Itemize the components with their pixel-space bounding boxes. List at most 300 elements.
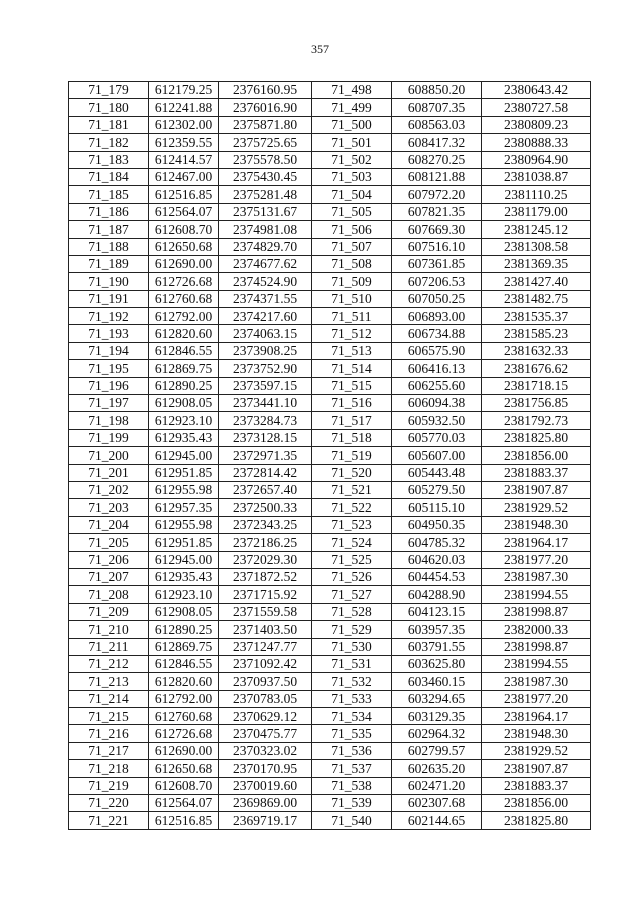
y-coordinate-left: 2374524.90 [219,273,312,290]
point-id-right: 71_503 [312,168,392,185]
point-id-left: 71_206 [69,551,149,568]
y-coordinate-right: 2381676.62 [482,360,591,377]
point-id-left: 71_195 [69,360,149,377]
y-coordinate-left: 2373752.90 [219,360,312,377]
x-coordinate-left: 612792.00 [149,690,219,707]
table-row [69,255,591,272]
x-coordinate-right: 603625.80 [392,655,482,672]
point-id-right: 71_500 [312,116,392,133]
y-coordinate-left: 2373284.73 [219,412,312,429]
y-coordinate-right: 2381987.30 [482,568,591,585]
y-coordinate-left: 2373441.10 [219,395,312,412]
y-coordinate-right: 2381308.58 [482,238,591,255]
x-coordinate-right: 605932.50 [392,412,482,429]
x-coordinate-right: 602799.57 [392,742,482,759]
table-row [69,603,591,620]
point-id-left: 71_218 [69,760,149,777]
x-coordinate-right: 603957.35 [392,621,482,638]
point-id-left: 71_219 [69,777,149,794]
table-row [69,412,591,429]
y-coordinate-right: 2381948.30 [482,725,591,742]
table-row [69,551,591,568]
x-coordinate-left: 612359.55 [149,134,219,151]
table-row [69,586,591,603]
y-coordinate-left: 2370323.02 [219,742,312,759]
x-coordinate-right: 603129.35 [392,708,482,725]
y-coordinate-right: 2381792.73 [482,412,591,429]
y-coordinate-left: 2370475.77 [219,725,312,742]
x-coordinate-left: 612957.35 [149,499,219,516]
y-coordinate-left: 2371872.52 [219,568,312,585]
y-coordinate-left: 2375578.50 [219,151,312,168]
point-id-right: 71_535 [312,725,392,742]
y-coordinate-left: 2370019.60 [219,777,312,794]
y-coordinate-left: 2375725.65 [219,134,312,151]
x-coordinate-left: 612564.07 [149,203,219,220]
table-row [69,464,591,481]
x-coordinate-right: 607361.85 [392,255,482,272]
x-coordinate-left: 612820.60 [149,673,219,690]
point-id-right: 71_510 [312,290,392,307]
table-row [69,134,591,151]
point-id-left: 71_189 [69,255,149,272]
table-row [69,690,591,707]
x-coordinate-left: 612846.55 [149,342,219,359]
table-row [69,221,591,238]
x-coordinate-left: 612760.68 [149,708,219,725]
x-coordinate-right: 605443.48 [392,464,482,481]
y-coordinate-left: 2375281.48 [219,186,312,203]
y-coordinate-right: 2381929.52 [482,742,591,759]
x-coordinate-right: 604785.32 [392,534,482,551]
point-id-right: 71_520 [312,464,392,481]
y-coordinate-right: 2381987.30 [482,673,591,690]
x-coordinate-right: 608270.25 [392,151,482,168]
point-id-left: 71_215 [69,708,149,725]
table-row [69,429,591,446]
x-coordinate-right: 607669.30 [392,221,482,238]
x-coordinate-right: 605279.50 [392,481,482,498]
point-id-right: 71_498 [312,82,392,99]
x-coordinate-left: 612935.43 [149,429,219,446]
x-coordinate-left: 612302.00 [149,116,219,133]
y-coordinate-left: 2375131.67 [219,203,312,220]
x-coordinate-right: 608707.35 [392,99,482,116]
y-coordinate-right: 2381964.17 [482,534,591,551]
y-coordinate-left: 2370937.50 [219,673,312,690]
x-coordinate-left: 612690.00 [149,742,219,759]
x-coordinate-right: 607050.25 [392,290,482,307]
point-id-right: 71_515 [312,377,392,394]
table-row [69,655,591,672]
x-coordinate-left: 612908.05 [149,603,219,620]
x-coordinate-right: 608850.20 [392,82,482,99]
x-coordinate-left: 612890.25 [149,377,219,394]
point-id-right: 71_509 [312,273,392,290]
y-coordinate-left: 2372029.30 [219,551,312,568]
table-row [69,760,591,777]
y-coordinate-right: 2381948.30 [482,516,591,533]
page-number: 357 [311,42,329,56]
y-coordinate-right: 2381883.37 [482,777,591,794]
x-coordinate-right: 607516.10 [392,238,482,255]
y-coordinate-right: 2381535.37 [482,308,591,325]
y-coordinate-left: 2371559.58 [219,603,312,620]
x-coordinate-right: 606416.13 [392,360,482,377]
point-id-right: 71_517 [312,412,392,429]
point-id-left: 71_184 [69,168,149,185]
table-row [69,116,591,133]
y-coordinate-right: 2381632.33 [482,342,591,359]
y-coordinate-left: 2372500.33 [219,499,312,516]
x-coordinate-left: 612908.05 [149,395,219,412]
point-id-right: 71_524 [312,534,392,551]
y-coordinate-left: 2372814.42 [219,464,312,481]
y-coordinate-left: 2373128.15 [219,429,312,446]
x-coordinate-left: 612890.25 [149,621,219,638]
table-row [69,395,591,412]
x-coordinate-right: 606575.90 [392,342,482,359]
point-id-right: 71_538 [312,777,392,794]
point-id-left: 71_200 [69,447,149,464]
point-id-left: 71_179 [69,82,149,99]
table-row [69,308,591,325]
y-coordinate-left: 2370170.95 [219,760,312,777]
x-coordinate-right: 607821.35 [392,203,482,220]
x-coordinate-right: 604620.03 [392,551,482,568]
y-coordinate-right: 2381977.20 [482,551,591,568]
y-coordinate-right: 2381977.20 [482,690,591,707]
x-coordinate-left: 612650.68 [149,238,219,255]
y-coordinate-right: 2381883.37 [482,464,591,481]
x-coordinate-right: 606094.38 [392,395,482,412]
y-coordinate-right: 2381964.17 [482,708,591,725]
y-coordinate-right: 2380809.23 [482,116,591,133]
table-row [69,481,591,498]
point-id-right: 71_534 [312,708,392,725]
x-coordinate-left: 612179.25 [149,82,219,99]
y-coordinate-right: 2381482.75 [482,290,591,307]
y-coordinate-right: 2381856.00 [482,795,591,812]
y-coordinate-left: 2375430.45 [219,168,312,185]
y-coordinate-left: 2376160.95 [219,82,312,99]
y-coordinate-right: 2381994.55 [482,586,591,603]
y-coordinate-left: 2370629.12 [219,708,312,725]
x-coordinate-right: 608563.03 [392,116,482,133]
point-id-right: 71_537 [312,760,392,777]
table-row [69,673,591,690]
x-coordinate-left: 612846.55 [149,655,219,672]
point-id-right: 71_539 [312,795,392,812]
point-id-left: 71_212 [69,655,149,672]
y-coordinate-right: 2381756.85 [482,395,591,412]
table-row [69,777,591,794]
table-row [69,447,591,464]
point-id-right: 71_522 [312,499,392,516]
x-coordinate-left: 612608.70 [149,221,219,238]
y-coordinate-left: 2369869.00 [219,795,312,812]
y-coordinate-right: 2381825.80 [482,812,591,829]
point-id-left: 71_188 [69,238,149,255]
point-id-right: 71_536 [312,742,392,759]
point-id-left: 71_211 [69,638,149,655]
x-coordinate-right: 604123.15 [392,603,482,620]
x-coordinate-right: 602307.68 [392,795,482,812]
x-coordinate-left: 612945.00 [149,551,219,568]
x-coordinate-left: 612241.88 [149,99,219,116]
point-id-right: 71_513 [312,342,392,359]
y-coordinate-right: 2381998.87 [482,638,591,655]
y-coordinate-right: 2381427.40 [482,273,591,290]
table-row [69,516,591,533]
point-id-right: 71_525 [312,551,392,568]
point-id-left: 71_216 [69,725,149,742]
point-id-right: 71_506 [312,221,392,238]
y-coordinate-left: 2371247.77 [219,638,312,655]
x-coordinate-left: 612726.68 [149,273,219,290]
x-coordinate-right: 602471.20 [392,777,482,794]
point-id-right: 71_507 [312,238,392,255]
x-coordinate-right: 604950.35 [392,516,482,533]
x-coordinate-left: 612650.68 [149,760,219,777]
point-id-left: 71_202 [69,481,149,498]
table-row [69,499,591,516]
point-id-left: 71_209 [69,603,149,620]
x-coordinate-left: 612690.00 [149,255,219,272]
table-row [69,795,591,812]
point-id-left: 71_204 [69,516,149,533]
y-coordinate-left: 2371092.42 [219,655,312,672]
point-id-left: 71_210 [69,621,149,638]
x-coordinate-right: 605770.03 [392,429,482,446]
x-coordinate-right: 605607.00 [392,447,482,464]
y-coordinate-left: 2370783.05 [219,690,312,707]
point-id-left: 71_201 [69,464,149,481]
y-coordinate-right: 2381110.25 [482,186,591,203]
point-id-left: 71_205 [69,534,149,551]
point-id-left: 71_193 [69,325,149,342]
point-id-left: 71_180 [69,99,149,116]
table-row [69,568,591,585]
point-id-right: 71_514 [312,360,392,377]
x-coordinate-left: 612726.68 [149,725,219,742]
point-id-right: 71_499 [312,99,392,116]
coordinate-table-body [69,82,591,830]
x-coordinate-left: 612414.57 [149,151,219,168]
point-id-right: 71_518 [312,429,392,446]
y-coordinate-right: 2381038.87 [482,168,591,185]
x-coordinate-left: 612935.43 [149,568,219,585]
table-row [69,82,591,99]
y-coordinate-right: 2381907.87 [482,760,591,777]
x-coordinate-right: 608417.32 [392,134,482,151]
point-id-right: 71_526 [312,568,392,585]
x-coordinate-left: 612951.85 [149,534,219,551]
x-coordinate-left: 612955.98 [149,481,219,498]
point-id-left: 71_203 [69,499,149,516]
point-id-left: 71_181 [69,116,149,133]
x-coordinate-right: 604288.90 [392,586,482,603]
x-coordinate-right: 602144.65 [392,812,482,829]
table-row [69,238,591,255]
table-row [69,638,591,655]
x-coordinate-left: 612869.75 [149,360,219,377]
point-id-right: 71_531 [312,655,392,672]
y-coordinate-left: 2371403.50 [219,621,312,638]
point-id-left: 71_196 [69,377,149,394]
point-id-right: 71_502 [312,151,392,168]
y-coordinate-left: 2376016.90 [219,99,312,116]
y-coordinate-right: 2380964.90 [482,151,591,168]
y-coordinate-left: 2372971.35 [219,447,312,464]
table-row [69,708,591,725]
point-id-right: 71_501 [312,134,392,151]
x-coordinate-left: 612564.07 [149,795,219,812]
point-id-right: 71_533 [312,690,392,707]
table-row [69,99,591,116]
y-coordinate-right: 2380643.42 [482,82,591,99]
x-coordinate-right: 607206.53 [392,273,482,290]
point-id-right: 71_511 [312,308,392,325]
point-id-left: 71_197 [69,395,149,412]
point-id-right: 71_508 [312,255,392,272]
table-row [69,186,591,203]
point-id-right: 71_512 [312,325,392,342]
point-id-right: 71_530 [312,638,392,655]
y-coordinate-right: 2381179.00 [482,203,591,220]
table-row [69,290,591,307]
table-row [69,725,591,742]
table-row [69,151,591,168]
point-id-left: 71_190 [69,273,149,290]
point-id-right: 71_523 [312,516,392,533]
x-coordinate-right: 602635.20 [392,760,482,777]
point-id-left: 71_220 [69,795,149,812]
x-coordinate-right: 603460.15 [392,673,482,690]
point-id-left: 71_207 [69,568,149,585]
point-id-right: 71_527 [312,586,392,603]
x-coordinate-left: 612951.85 [149,464,219,481]
y-coordinate-right: 2381998.87 [482,603,591,620]
x-coordinate-left: 612955.98 [149,516,219,533]
point-id-right: 71_504 [312,186,392,203]
y-coordinate-right: 2381994.55 [482,655,591,672]
y-coordinate-left: 2372186.25 [219,534,312,551]
y-coordinate-right: 2381856.00 [482,447,591,464]
x-coordinate-right: 606734.88 [392,325,482,342]
y-coordinate-left: 2374371.55 [219,290,312,307]
point-id-left: 71_187 [69,221,149,238]
x-coordinate-right: 606255.60 [392,377,482,394]
point-id-left: 71_194 [69,342,149,359]
point-id-right: 71_505 [312,203,392,220]
point-id-left: 71_182 [69,134,149,151]
x-coordinate-left: 612945.00 [149,447,219,464]
x-coordinate-right: 607972.20 [392,186,482,203]
point-id-left: 71_191 [69,290,149,307]
y-coordinate-right: 2381907.87 [482,481,591,498]
y-coordinate-right: 2380727.58 [482,99,591,116]
x-coordinate-left: 612467.00 [149,168,219,185]
table-row [69,168,591,185]
y-coordinate-left: 2374981.08 [219,221,312,238]
x-coordinate-left: 612760.68 [149,290,219,307]
point-id-right: 71_521 [312,481,392,498]
table-row [69,812,591,829]
coordinate-table [68,81,591,830]
y-coordinate-left: 2374217.60 [219,308,312,325]
x-coordinate-left: 612923.10 [149,412,219,429]
y-coordinate-left: 2374063.15 [219,325,312,342]
point-id-left: 71_221 [69,812,149,829]
y-coordinate-left: 2373908.25 [219,342,312,359]
point-id-left: 71_214 [69,690,149,707]
table-row [69,360,591,377]
x-coordinate-right: 602964.32 [392,725,482,742]
table-row [69,742,591,759]
y-coordinate-right: 2382000.33 [482,621,591,638]
x-coordinate-left: 612516.85 [149,812,219,829]
table-row [69,325,591,342]
x-coordinate-left: 612608.70 [149,777,219,794]
point-id-right: 71_528 [312,603,392,620]
point-id-left: 71_183 [69,151,149,168]
x-coordinate-left: 612923.10 [149,586,219,603]
x-coordinate-right: 608121.88 [392,168,482,185]
point-id-right: 71_540 [312,812,392,829]
x-coordinate-right: 603294.65 [392,690,482,707]
y-coordinate-left: 2372343.25 [219,516,312,533]
y-coordinate-right: 2381369.35 [482,255,591,272]
point-id-left: 71_208 [69,586,149,603]
y-coordinate-right: 2381929.52 [482,499,591,516]
point-id-right: 71_529 [312,621,392,638]
table-row [69,377,591,394]
table-row [69,273,591,290]
y-coordinate-left: 2369719.17 [219,812,312,829]
point-id-right: 71_519 [312,447,392,464]
x-coordinate-left: 612820.60 [149,325,219,342]
y-coordinate-left: 2373597.15 [219,377,312,394]
point-id-left: 71_199 [69,429,149,446]
point-id-left: 71_185 [69,186,149,203]
x-coordinate-right: 606893.00 [392,308,482,325]
y-coordinate-left: 2371715.92 [219,586,312,603]
point-id-left: 71_213 [69,673,149,690]
x-coordinate-left: 612792.00 [149,308,219,325]
x-coordinate-right: 605115.10 [392,499,482,516]
y-coordinate-right: 2380888.33 [482,134,591,151]
y-coordinate-left: 2375871.80 [219,116,312,133]
y-coordinate-right: 2381825.80 [482,429,591,446]
x-coordinate-right: 604454.53 [392,568,482,585]
table-row [69,534,591,551]
point-id-right: 71_532 [312,673,392,690]
point-id-left: 71_192 [69,308,149,325]
table-row [69,621,591,638]
y-coordinate-left: 2374829.70 [219,238,312,255]
y-coordinate-right: 2381718.15 [482,377,591,394]
point-id-right: 71_516 [312,395,392,412]
x-coordinate-left: 612516.85 [149,186,219,203]
point-id-left: 71_217 [69,742,149,759]
point-id-left: 71_186 [69,203,149,220]
y-coordinate-left: 2374677.62 [219,255,312,272]
x-coordinate-right: 603791.55 [392,638,482,655]
table-row [69,203,591,220]
x-coordinate-left: 612869.75 [149,638,219,655]
y-coordinate-left: 2372657.40 [219,481,312,498]
